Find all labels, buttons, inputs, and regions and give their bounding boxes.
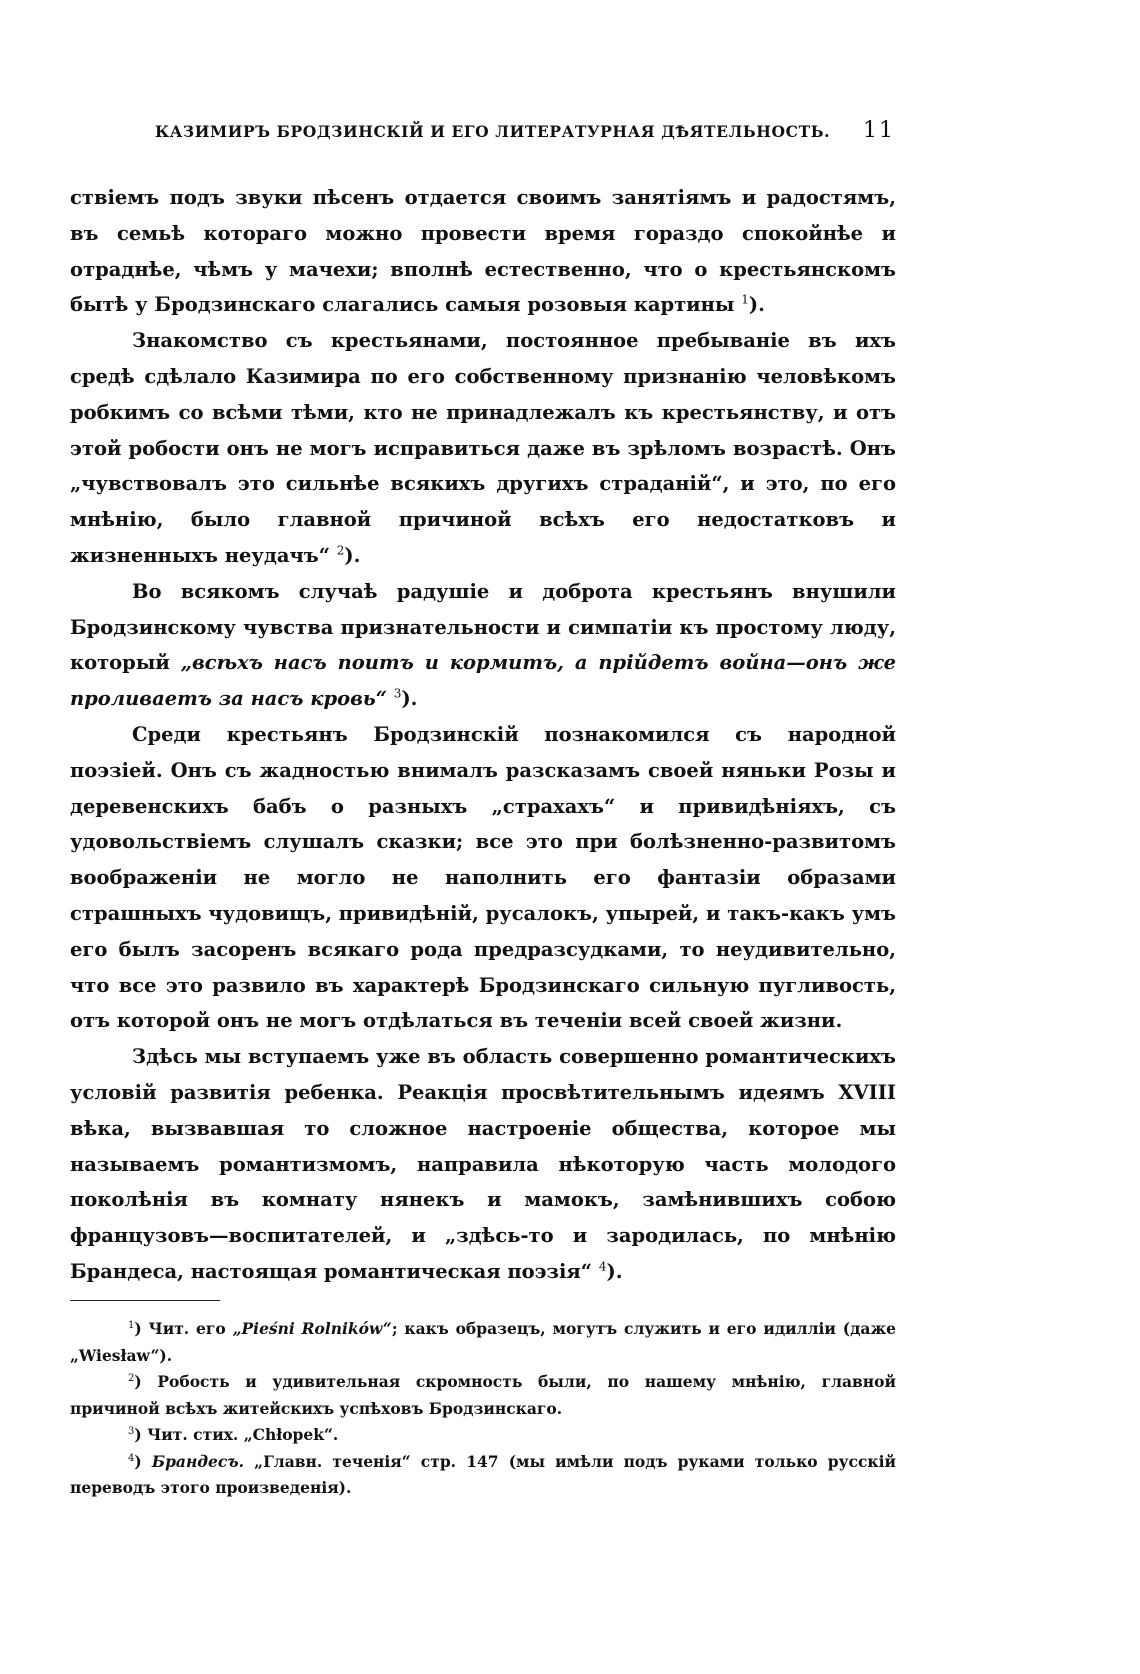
footnote-1: $^1$) Чит. его „Pieśni Rolników“; какъ образецъ, могутъ служить и его идилліи (даже „Wiesław“). [70,1319,896,1365]
paragraph-5: Здѣсь мы вступаемъ уже въ область совершенно романтическихъ условій развитія ребенка. Реакція просвѣтительнымъ идеямъ XVIII вѣка, вызвавшая то сложное настроеніе общества, которое мы называемъ романтизмомъ, направила нѣкоторую часть молодого поколѣнія въ комнату нянекъ и мамокъ, замѣнившихъ собою французовъ—воспитателей, и „здѣсь-то и зародилась, по мнѣнію Брандеса, настоящая романтическая поэзія“ $^4$). [70,1045,896,1283]
footnote-ref-4: 4 [598,1259,607,1274]
running-title: КАЗИМИРЪ БРОДЗИНСКІЙ И ЕГО ЛИТЕРАТУРНАЯ ДѢЯТЕЛЬНОСТЬ. [155,122,831,141]
footnotes [70,1316,896,1502]
footnote-4: $^4$) Брандесъ. „Главн. теченія“ стр. 147 (мы имѣли подъ руками только русскій переводъ этого произведенія). [70,1451,896,1497]
footnote-3: $^3$) Чит. стих. „Chłopek“. [128,1425,339,1444]
footnote-divider [70,1300,220,1301]
footnote-ref-3: 3 [393,686,402,701]
quotation: „всѣхъ насъ поитъ и кормитъ, а прійдетъ война—онъ же проливаетъ за насъ кровь“ [70,651,896,711]
paragraph-4: Среди крестьянъ Бродзинскій познакомился съ народной поэзіей. Онъ съ жадностью внималъ разсказамъ своей няньки Розы и деревенскихъ бабъ о разныхъ „страхахъ“ и привидѣніяхъ, съ удовольствіемъ слушалъ сказки; все это при болѣзненно-развитомъ воображеніи не могло не наполнить его фантазіи образами страшныхъ чудовищъ, привидѣній, русалокъ, упырей, и такъ-какъ умъ его былъ засоренъ всякаго рода предразсудками, то неудивительно, что все это развило въ характерѣ Бродзинскаго сильную пугливость, отъ которой онъ не могъ отдѣлаться въ теченіи всей своей жизни. [70,722,897,1033]
paragraph-3: Во всякомъ случаѣ радушіе и доброта крестьянъ внушили Бродзинскому чувства признательности и симпатіи къ простому люду, который „всѣхъ насъ поитъ и кормитъ, а прійдетъ война—онъ же проливаетъ за насъ кровь“ $^3$). [70,579,896,711]
footnote-2: $^2$) Робость и удивительная скромность были, по нашему мнѣнію, главной причиной всѣхъ житейскихъ успѣховъ Бродзинскаго. [70,1372,896,1418]
main-text [70,180,896,1290]
page-header [155,118,895,143]
footnote-ref-1: 1 [741,292,749,307]
footnote-ref-2: 2 [336,543,345,558]
paragraph-2: Знакомство съ крестьянами, постоянное пребываніе въ ихъ средѣ сдѣлало Казимира по его собственному признанію человѣкомъ робкимъ со всѣми тѣми, кто не принадлежалъ къ крестьянству, и отъ этой робости онъ не могъ исправиться даже въ зрѣломъ возрастѣ. Онъ „чувствовалъ это сильнѣе всякихъ другихъ страданій“, и это, по его мнѣнію, было главной причиной всѣхъ его недостатковъ и жизненныхъ неудачъ“ $^2$). [70,329,896,567]
page-number: 11 [863,118,895,143]
paragraph-1: ствіемъ подъ звуки пѣсенъ отдается своимъ занятіямъ и радостямъ, въ семьѣ котораго можно провести время гораздо спокойнѣе и отраднѣе, чѣмъ у мачехи; вполнѣ естественно, что о крестьянскомъ бытѣ у Бродзинскаго слагались самыя розовыя картины $^1$). [70,186,896,317]
